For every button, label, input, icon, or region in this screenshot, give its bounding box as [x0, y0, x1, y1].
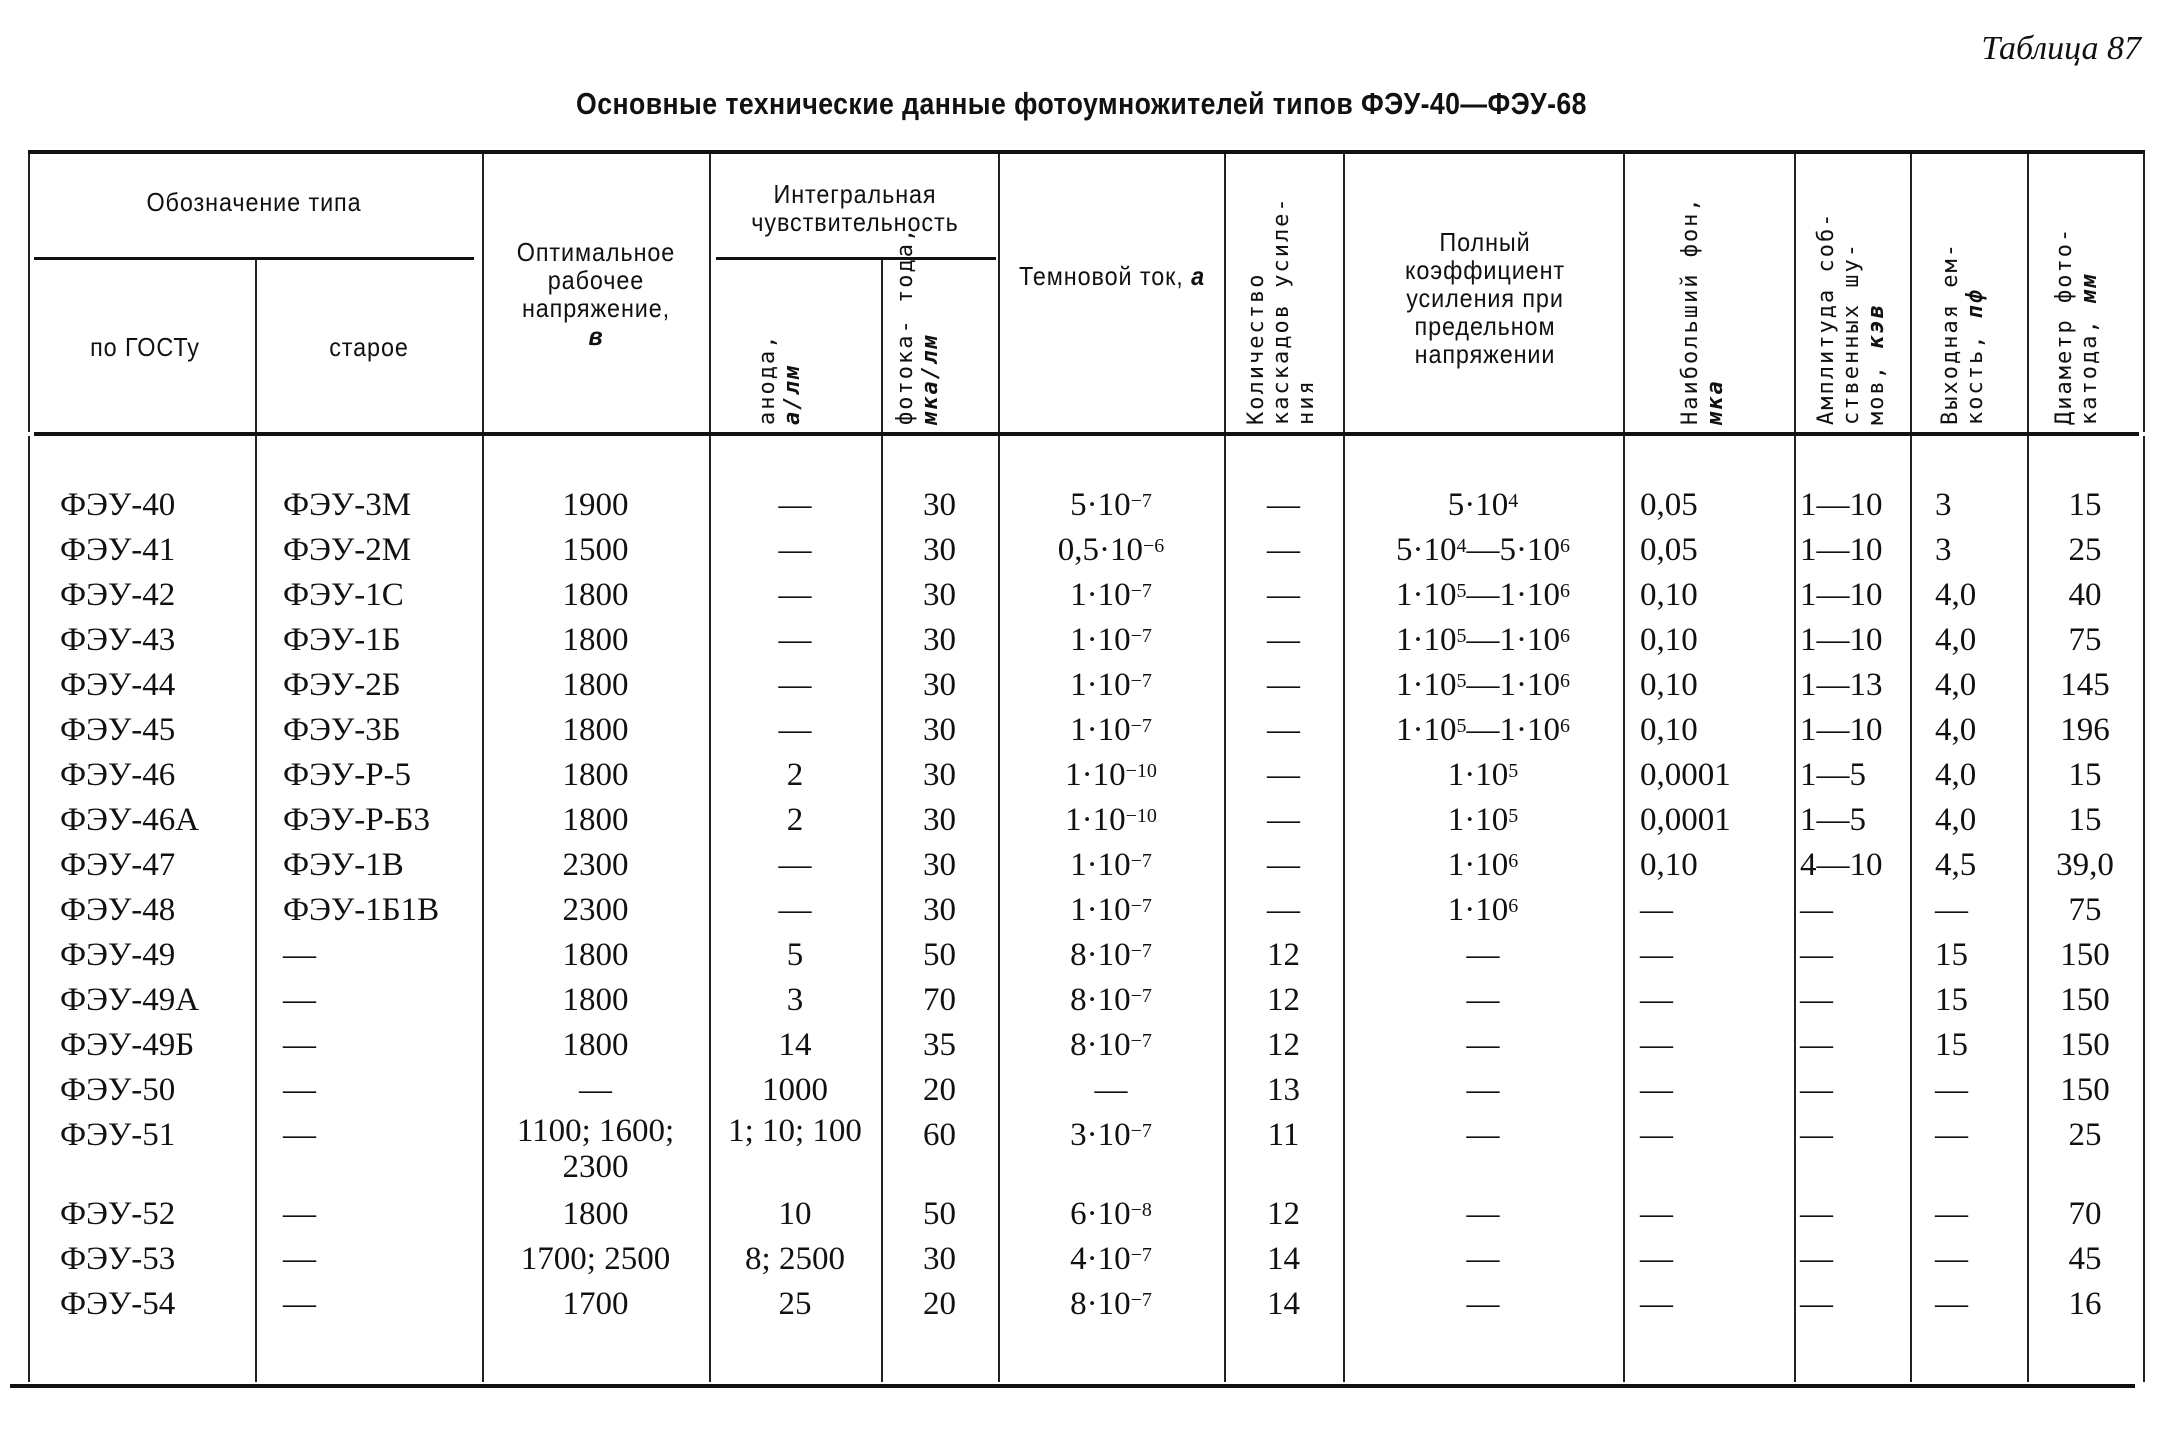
cell-old: —	[283, 982, 316, 1018]
cell-stages: —	[1267, 757, 1300, 793]
cell-old: —	[283, 1117, 316, 1153]
cell-stages: —	[1267, 622, 1300, 658]
cell-gain: $1\cdot 10^6$	[1447, 847, 1519, 883]
cell-noise: —	[1800, 1195, 1833, 1232]
cell-background: 0,05	[1640, 487, 1698, 523]
cell-background: —	[1640, 1240, 1673, 1277]
cell-capacitance: 15	[1935, 937, 1968, 973]
cell-anode: —	[778, 892, 812, 928]
header-anode	[755, 300, 805, 425]
cell-stages: 12	[1267, 1195, 1300, 1232]
cell-noise: —	[1800, 1285, 1833, 1322]
table-title: Основные технические данные фотоумножителей типов ФЭУ-40—ФЭУ-68	[576, 86, 1587, 121]
cell-dark: $1\cdot 10^{-10}$	[1065, 757, 1157, 793]
cell-anode: 1000	[762, 1072, 828, 1108]
cell-diameter: 25	[2068, 1117, 2102, 1153]
cell-anode: 25	[778, 1285, 812, 1322]
cell-anode: —	[778, 847, 812, 883]
cell-background: 0,10	[1640, 667, 1698, 703]
cell-photocathode: 30	[923, 712, 956, 748]
cell-gost: ФЭУ-53	[60, 1240, 176, 1277]
cell-voltage: 1700	[562, 1285, 629, 1322]
header-anode-label: анода,	[755, 333, 780, 425]
cell-gost: ФЭУ-46	[60, 757, 176, 793]
cell-photocathode: 30	[923, 487, 956, 523]
cell-gain: —	[1466, 937, 1500, 973]
table-number: Таблица 87	[1981, 30, 2141, 67]
cell-noise: 1—10	[1800, 577, 1883, 613]
column-divider	[1343, 154, 1345, 432]
header-photocathode	[893, 226, 943, 425]
cell-photocathode: 60	[923, 1117, 956, 1153]
cell-old: ФЭУ-Р-Б3	[283, 802, 431, 838]
cell-dark: $1\cdot 10^{-7}$	[1070, 622, 1152, 658]
cell-diameter: 145	[2060, 667, 2110, 703]
cell-capacitance: 4,0	[1935, 802, 1977, 838]
cell-voltage: 1100; 1600; 2300	[516, 1113, 675, 1185]
cell-stages: —	[1267, 532, 1300, 568]
header-background	[1678, 196, 1728, 425]
cell-noise: —	[1800, 1240, 1833, 1277]
cell-stages: —	[1267, 577, 1300, 613]
cell-voltage: 2300	[562, 847, 629, 883]
cell-dark: $1\cdot 10^{-10}$	[1065, 802, 1157, 838]
cell-noise: —	[1800, 982, 1833, 1018]
top-rule	[28, 150, 2145, 154]
cell-photocathode: 30	[923, 577, 956, 613]
cell-capacitance: 3	[1935, 532, 1952, 568]
cell-capacitance: 4,5	[1935, 847, 1977, 883]
cell-capacitance: —	[1935, 1240, 1968, 1277]
cell-voltage: 1800	[562, 622, 629, 658]
cell-voltage: 1800	[562, 982, 629, 1018]
cell-background: 0,10	[1640, 847, 1698, 883]
cell-anode: —	[778, 577, 812, 613]
cell-old: —	[283, 1285, 316, 1322]
cell-photocathode: 20	[923, 1285, 956, 1322]
cell-photocathode: 20	[923, 1072, 956, 1108]
header-type-group: Обозначение типа	[146, 187, 362, 217]
cell-noise: 4—10	[1800, 847, 1883, 883]
header-dark-current-unit: а	[1191, 261, 1206, 291]
header-photocathode-unit: мка/лм	[918, 333, 943, 425]
cell-background: —	[1640, 1285, 1673, 1322]
cell-background: 0,0001	[1640, 802, 1731, 838]
cell-dark: $1\cdot 10^{-7}$	[1070, 712, 1152, 748]
cell-capacitance: —	[1935, 1072, 1968, 1108]
cell-gain: —	[1466, 1240, 1500, 1277]
header-noise-unit: кэв	[1864, 303, 1889, 349]
cell-anode: 2	[786, 757, 804, 793]
cell-voltage: 1800	[562, 802, 629, 838]
header-diameter-unit: мм	[2077, 272, 2102, 304]
header-voltage-label: Оптимальное рабочее напряжение,	[516, 237, 676, 323]
cell-background: —	[1640, 1195, 1673, 1232]
cell-gain: $1\cdot 10^5—1\cdot 10^6$	[1396, 667, 1570, 703]
cell-gost: ФЭУ-49Б	[60, 1027, 195, 1063]
header-gost: по ГОСТу	[90, 332, 200, 362]
cell-diameter: 75	[2068, 622, 2102, 658]
cell-noise: 1—10	[1800, 532, 1883, 568]
cell-gost: ФЭУ-54	[60, 1285, 176, 1322]
cell-gost: ФЭУ-45	[60, 712, 176, 748]
cell-photocathode: 50	[923, 937, 956, 973]
cell-dark: $8\cdot 10^{-7}$	[1070, 1285, 1152, 1322]
column-divider	[28, 436, 30, 1382]
cell-stages: 12	[1267, 982, 1300, 1018]
header-capacitance	[1938, 190, 1993, 425]
header-photocathode-label: фотока- тода,	[893, 226, 918, 425]
cell-gost: ФЭУ-43	[60, 622, 176, 658]
cell-diameter: 150	[2060, 982, 2110, 1018]
cell-noise: —	[1800, 937, 1833, 973]
cell-old: ФЭУ-2М	[283, 532, 412, 568]
cell-stages: 14	[1267, 1285, 1300, 1322]
cell-gost: ФЭУ-51	[60, 1117, 176, 1153]
cell-dark: $0,5\cdot 10^{-6}$	[1057, 532, 1165, 568]
cell-voltage: 1800	[562, 1027, 629, 1063]
cell-gain: $1\cdot 10^5—1\cdot 10^6$	[1396, 712, 1570, 748]
cell-background: 0,10	[1640, 622, 1698, 658]
column-divider	[255, 436, 257, 1382]
cell-voltage: 1800	[562, 1195, 629, 1232]
cell-voltage: 1900	[562, 487, 629, 523]
column-divider	[1623, 436, 1625, 1382]
cell-gost: ФЭУ-50	[60, 1072, 176, 1108]
cell-dark: $8\cdot 10^{-7}$	[1070, 937, 1152, 973]
cell-anode: —	[778, 667, 812, 703]
cell-capacitance: 4,0	[1935, 577, 1977, 613]
header-dark-current-label: Темновой ток,	[1018, 261, 1184, 291]
cell-diameter: 70	[2068, 1195, 2102, 1232]
cell-dark: $1\cdot 10^{-7}$	[1070, 577, 1152, 613]
cell-capacitance: 3	[1935, 487, 1952, 523]
column-divider	[28, 154, 30, 432]
cell-dark: —	[1094, 1072, 1128, 1108]
cell-anode: 14	[778, 1027, 812, 1063]
header-split-rule-sensitivity	[716, 257, 996, 260]
cell-stages: —	[1267, 712, 1300, 748]
cell-stages: —	[1267, 802, 1300, 838]
cell-gain: $1\cdot 10^5$	[1447, 802, 1519, 838]
header-background-label: Наибольший фон,	[1678, 196, 1703, 425]
cell-photocathode: 30	[923, 1240, 956, 1277]
cell-dark: $5\cdot 10^{-7}$	[1070, 487, 1152, 523]
cell-background: —	[1640, 982, 1673, 1018]
header-noise	[1814, 168, 1894, 425]
cell-voltage: —	[579, 1072, 612, 1108]
header-diameter-label: Диаметр фото- катода,	[2052, 226, 2102, 425]
cell-background: 0,10	[1640, 577, 1698, 613]
cell-noise: —	[1800, 892, 1833, 928]
header-diameter	[2052, 185, 2107, 425]
cell-old: ФЭУ-3М	[283, 487, 412, 523]
header-bottom-rule	[34, 432, 2139, 436]
cell-capacitance: —	[1935, 1117, 1968, 1153]
cell-voltage: 2300	[562, 892, 629, 928]
header-anode-unit: а/лм	[780, 364, 805, 425]
column-divider	[2143, 154, 2145, 432]
column-divider	[709, 154, 711, 432]
cell-voltage: 1800	[562, 937, 629, 973]
column-divider	[1794, 436, 1796, 1382]
cell-stages: 12	[1267, 937, 1300, 973]
cell-old: —	[283, 937, 316, 973]
cell-capacitance: 4,0	[1935, 757, 1977, 793]
cell-dark: $8\cdot 10^{-7}$	[1070, 982, 1152, 1018]
cell-background: —	[1640, 1072, 1673, 1108]
cell-diameter: 25	[2068, 532, 2102, 568]
cell-noise: 1—5	[1800, 757, 1866, 793]
cell-anode: 1; 10; 100	[728, 1113, 862, 1149]
cell-diameter: 15	[2068, 487, 2102, 523]
column-divider	[998, 154, 1000, 432]
cell-capacitance: —	[1935, 1195, 1968, 1232]
cell-old: ФЭУ-2Б	[283, 667, 401, 703]
cell-capacitance: —	[1935, 1285, 1968, 1322]
bottom-rule	[10, 1384, 2135, 1388]
cell-noise: 1—10	[1800, 487, 1883, 523]
column-divider	[1623, 154, 1625, 432]
cell-gost: ФЭУ-44	[60, 667, 176, 703]
cell-stages: 11	[1267, 1117, 1300, 1153]
cell-voltage: 1700; 2500	[520, 1240, 671, 1277]
column-divider	[2027, 154, 2029, 432]
cell-dark: $8\cdot 10^{-7}$	[1070, 1027, 1152, 1063]
cell-photocathode: 50	[923, 1195, 956, 1232]
cell-diameter: 150	[2060, 1072, 2110, 1108]
cell-diameter: 150	[2060, 1027, 2110, 1063]
cell-gost: ФЭУ-47	[60, 847, 176, 883]
cell-anode: —	[778, 532, 812, 568]
cell-dark: $4\cdot 10^{-7}$	[1070, 1240, 1152, 1277]
column-divider	[1910, 436, 1912, 1382]
cell-gain: —	[1466, 1285, 1500, 1322]
cell-gost: ФЭУ-41	[60, 532, 176, 568]
cell-capacitance: 4,0	[1935, 712, 1977, 748]
cell-dark: $1\cdot 10^{-7}$	[1070, 847, 1152, 883]
cell-background: —	[1640, 937, 1673, 973]
header-capacitance-label: Выходная ем- кость,	[1938, 242, 1988, 425]
cell-photocathode: 70	[923, 982, 956, 1018]
cell-gost: ФЭУ-52	[60, 1195, 176, 1232]
cell-dark: $1\cdot 10^{-7}$	[1070, 892, 1152, 928]
cell-diameter: 150	[2060, 937, 2110, 973]
cell-anode: —	[778, 622, 812, 658]
cell-anode: —	[778, 487, 812, 523]
cell-old: —	[283, 1240, 316, 1277]
cell-old: ФЭУ-3Б	[283, 712, 401, 748]
column-divider	[881, 260, 883, 432]
cell-stages: —	[1267, 847, 1300, 883]
cell-stages: 13	[1267, 1072, 1300, 1108]
cell-background: 0,10	[1640, 712, 1698, 748]
cell-photocathode: 30	[923, 622, 956, 658]
cell-dark: $6\cdot 10^{-8}$	[1070, 1195, 1152, 1232]
cell-old: ФЭУ-1В	[283, 847, 404, 883]
cell-old: ФЭУ-Р-5	[283, 757, 412, 793]
header-noise-label: Амплитуда соб- ственных шу- мов,	[1814, 211, 1889, 425]
cell-noise: —	[1800, 1117, 1833, 1153]
cell-capacitance: 4,0	[1935, 667, 1977, 703]
cell-gain: —	[1466, 1072, 1500, 1108]
cell-noise: 1—10	[1800, 622, 1883, 658]
column-divider	[1794, 154, 1796, 432]
cell-anode: 5	[786, 937, 804, 973]
cell-stages: 12	[1267, 1027, 1300, 1063]
cell-background: 0,05	[1640, 532, 1698, 568]
cell-old: —	[283, 1027, 316, 1063]
cell-gain: —	[1466, 1027, 1500, 1063]
column-divider	[255, 260, 257, 432]
cell-photocathode: 30	[923, 667, 956, 703]
header-stages: Количество каскадов усиле- ния	[1244, 196, 1319, 425]
cell-voltage: 1800	[562, 757, 629, 793]
header-background-unit: мка	[1703, 379, 1728, 425]
cell-gain: $1\cdot 10^5—1\cdot 10^6$	[1396, 622, 1570, 658]
cell-photocathode: 30	[923, 892, 956, 928]
cell-capacitance: —	[1935, 892, 1968, 928]
cell-photocathode: 30	[923, 802, 956, 838]
cell-gost: ФЭУ-46А	[60, 802, 200, 838]
cell-gain: $5\cdot 10^4—5\cdot 10^6$	[1396, 532, 1570, 568]
cell-noise: —	[1800, 1027, 1833, 1063]
cell-diameter: 15	[2068, 757, 2102, 793]
cell-stages: —	[1267, 892, 1300, 928]
header-old: старое	[329, 332, 409, 362]
cell-anode: —	[778, 712, 812, 748]
cell-gain: —	[1466, 982, 1500, 1018]
cell-gost: ФЭУ-49	[60, 937, 176, 973]
cell-capacitance: 4,0	[1935, 622, 1977, 658]
column-divider	[2143, 436, 2145, 1382]
cell-gost: ФЭУ-48	[60, 892, 176, 928]
header-capacitance-unit: пф	[1963, 287, 1988, 319]
cell-photocathode: 30	[923, 532, 956, 568]
header-voltage	[495, 238, 697, 350]
cell-old: ФЭУ-1С	[283, 577, 404, 613]
header-gain: Полный коэффициент усиления при предельном напряжении	[1404, 227, 1566, 369]
cell-anode: 10	[778, 1195, 812, 1232]
cell-capacitance: 15	[1935, 1027, 1968, 1063]
cell-voltage: 1800	[562, 712, 629, 748]
header-sensitivity-group: Интегральная чувствительность	[751, 179, 959, 237]
header-split-rule-type	[34, 257, 474, 260]
cell-diameter: 40	[2068, 577, 2102, 613]
cell-old: ФЭУ-1Б	[283, 622, 401, 658]
cell-voltage: 1800	[562, 577, 629, 613]
cell-noise: —	[1800, 1072, 1833, 1108]
cell-gost: ФЭУ-40	[60, 487, 176, 523]
cell-old: ФЭУ-1Б1В	[283, 892, 440, 928]
cell-old: —	[283, 1072, 316, 1108]
cell-anode: 2	[786, 802, 804, 838]
cell-background: 0,0001	[1640, 757, 1731, 793]
cell-gain: —	[1466, 1195, 1500, 1232]
cell-anode: 8; 2500	[745, 1240, 845, 1277]
cell-dark: $1\cdot 10^{-7}$	[1070, 667, 1152, 703]
header-dark-current	[1011, 262, 1213, 290]
cell-gain: $1\cdot 10^5$	[1447, 757, 1519, 793]
column-divider	[1224, 154, 1226, 432]
cell-stages: —	[1267, 667, 1300, 703]
cell-capacitance: 15	[1935, 982, 1968, 1018]
cell-gost: ФЭУ-49А	[60, 982, 200, 1018]
cell-diameter: 75	[2068, 892, 2102, 928]
cell-gost: ФЭУ-42	[60, 577, 176, 613]
cell-diameter: 196	[2060, 712, 2110, 748]
cell-diameter: 39,0	[2056, 847, 2114, 883]
cell-noise: 1—13	[1800, 667, 1883, 703]
cell-old: —	[283, 1195, 316, 1232]
cell-gain: $5\cdot 10^4$	[1447, 487, 1519, 523]
cell-noise: 1—10	[1800, 712, 1883, 748]
cell-anode: 3	[786, 982, 804, 1018]
cell-voltage: 1800	[562, 667, 629, 703]
cell-stages: 14	[1267, 1240, 1300, 1277]
cell-photocathode: 35	[923, 1027, 956, 1063]
column-divider	[1910, 154, 1912, 432]
cell-gain: $1\cdot 10^6$	[1447, 892, 1519, 928]
cell-background: —	[1640, 892, 1673, 928]
cell-diameter: 16	[2068, 1285, 2102, 1322]
cell-noise: 1—5	[1800, 802, 1866, 838]
cell-dark: $3\cdot 10^{-7}$	[1070, 1117, 1152, 1153]
cell-photocathode: 30	[923, 847, 956, 883]
cell-photocathode: 30	[923, 757, 956, 793]
column-divider	[482, 154, 484, 432]
cell-gain: $1\cdot 10^5—1\cdot 10^6$	[1396, 577, 1570, 613]
cell-stages: —	[1267, 487, 1300, 523]
cell-background: —	[1640, 1027, 1673, 1063]
cell-background: —	[1640, 1117, 1673, 1153]
cell-voltage: 1500	[562, 532, 629, 568]
header-voltage-unit: в	[588, 321, 604, 351]
cell-gain: —	[1466, 1117, 1500, 1153]
cell-diameter: 45	[2068, 1240, 2102, 1277]
cell-diameter: 15	[2068, 802, 2102, 838]
